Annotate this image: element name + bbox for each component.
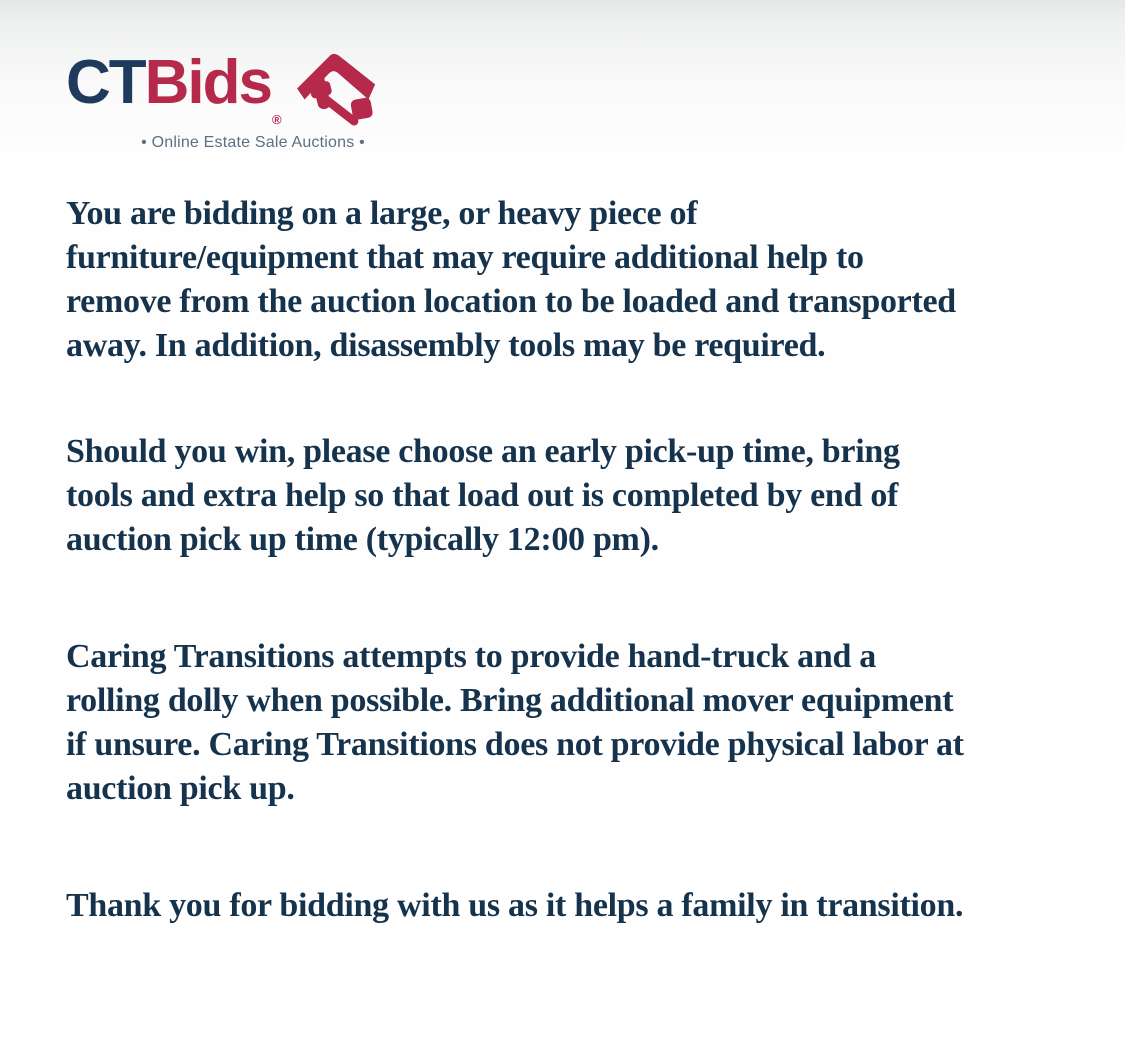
paragraph-large-item-warning bbox=[66, 192, 1065, 368]
text-line: auction pick up. bbox=[66, 770, 295, 807]
paragraph-thank-you bbox=[66, 884, 1065, 928]
house-gavel-icon bbox=[292, 46, 376, 130]
text-line: You are bidding on a large, or heavy piece of bbox=[66, 195, 698, 232]
text-line: tools and extra help so that load out is completed by end of bbox=[66, 477, 899, 514]
paragraph-equipment-policy bbox=[66, 635, 1065, 811]
ctbids-wordmark bbox=[66, 48, 272, 117]
text-line: away. In addition, disassembly tools may be required. bbox=[66, 327, 826, 364]
text-line: furniture/equipment that may require additional help to bbox=[66, 239, 864, 276]
text-line: remove from the auction location to be loaded and transported bbox=[66, 283, 956, 320]
text-line: if unsure. Caring Transitions does not provide physical labor at bbox=[66, 726, 964, 763]
paragraph-pickup-instructions bbox=[66, 430, 1065, 562]
registered-trademark-symbol: ® bbox=[272, 112, 282, 127]
ctbids-logo bbox=[66, 48, 1065, 152]
text-line: Caring Transitions attempts to provide hand-truck and a bbox=[66, 638, 876, 675]
logo-tagline: • Online Estate Sale Auctions • bbox=[141, 134, 365, 151]
text-line: Thank you for bidding with us as it helps a family in transition. bbox=[66, 887, 964, 924]
text-line: auction pick up time (typically 12:00 pm). bbox=[66, 521, 659, 558]
ctbids-wordmark-row bbox=[66, 48, 1065, 130]
text-line: Should you win, please choose an early pick-up time, bring bbox=[66, 433, 900, 470]
text-line: rolling dolly when possible. Bring additional mover equipment bbox=[66, 682, 954, 719]
ctbids-wordmark-ct: CT bbox=[66, 48, 145, 117]
ctbids-wordmark-bids: Bids bbox=[144, 48, 272, 117]
notice-body bbox=[66, 192, 1065, 928]
